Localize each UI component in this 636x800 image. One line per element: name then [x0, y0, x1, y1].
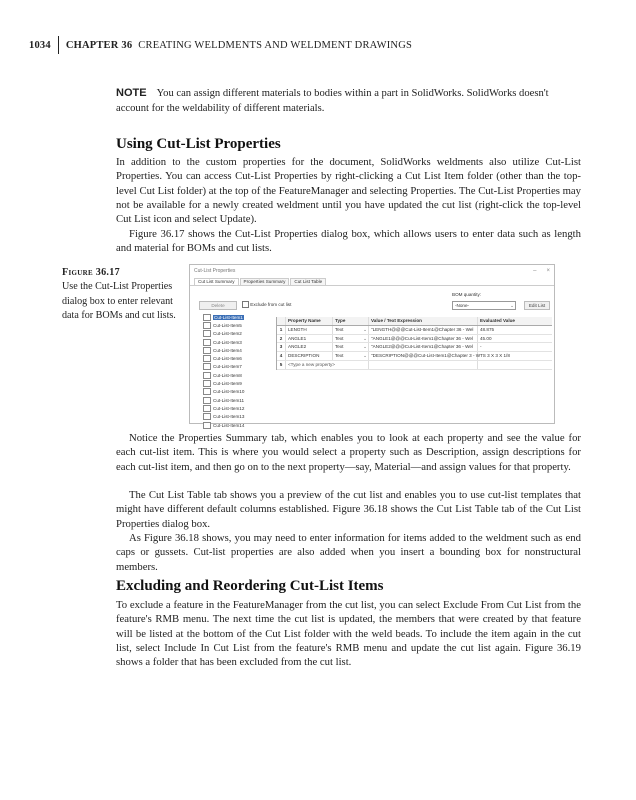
- exclude-checkbox[interactable]: [242, 301, 249, 308]
- chevron-down-icon: ⌄: [363, 353, 367, 359]
- evaluated-value-cell: TS 3 X 3 X 1/8: [480, 353, 510, 359]
- type-cell[interactable]: [333, 326, 369, 334]
- tree-item[interactable]: Cut-List-Item14: [199, 421, 275, 429]
- value-expression-cell[interactable]: [369, 361, 478, 369]
- folder-icon: [203, 413, 211, 420]
- tree-item[interactable]: Cut-List-Item5: [199, 321, 275, 329]
- grid-header: [277, 317, 552, 326]
- close-icon[interactable]: ×: [546, 268, 550, 274]
- type-cell[interactable]: [333, 335, 369, 343]
- tree-item[interactable]: Cut-List-Item13: [199, 413, 275, 421]
- figure-label: Figure 36.17: [62, 267, 120, 278]
- tree-item[interactable]: Cut-List-Item8: [199, 371, 275, 379]
- dialog-tabs: [190, 277, 554, 286]
- chapter-title: CREATING WELDMENTS AND WELDMENT DRAWINGS: [138, 39, 413, 51]
- folder-icon: [203, 322, 211, 329]
- folder-icon: [203, 397, 211, 404]
- tree-item[interactable]: Cut-List-Item3: [199, 338, 275, 346]
- property-name-cell[interactable]: DESCRIPTION: [286, 352, 333, 360]
- chevron-down-icon: ⌄: [363, 326, 367, 332]
- section-heading-excluding-reordering: Excluding and Reordering Cut-List Items: [116, 578, 384, 594]
- note-box: [116, 86, 581, 116]
- folder-icon: [203, 339, 211, 346]
- tab-cut-list-table[interactable]: Cut List Table: [290, 278, 326, 285]
- property-name-cell[interactable]: LENGTH: [286, 326, 333, 334]
- tab-cut-list-summary[interactable]: Cut List Summary: [194, 278, 239, 285]
- folder-icon: [203, 422, 211, 429]
- folder-icon: [203, 372, 211, 379]
- row-number: 1: [277, 326, 286, 334]
- delete-button[interactable]: Delete: [199, 301, 237, 310]
- folder-icon: [203, 330, 211, 337]
- column-header: Property Name: [286, 317, 333, 325]
- tree-item[interactable]: Cut-List-Item10: [199, 388, 275, 396]
- table-row-new-property[interactable]: [277, 361, 552, 370]
- paragraph-5: As Figure 36.18 shows, you may need to enter information for items added to the weldment such as end caps or gussets. Cut-list properties are also added when you insert a bounding box for nonstructural members.: [116, 532, 581, 573]
- chevron-down-icon: ⌄: [510, 303, 514, 308]
- folder-icon: [203, 405, 211, 412]
- tree-item[interactable]: Cut-List-Item4: [199, 346, 275, 354]
- figure-caption-text: Use the Cut-List Properties dialog box to enter relevant data for BOMs and cut lists.: [62, 281, 176, 321]
- cut-list-tree: [199, 313, 275, 429]
- dialog-titlebar: [190, 265, 554, 277]
- column-header: Type: [333, 317, 369, 325]
- table-row[interactable]: [277, 326, 552, 335]
- evaluated-value-cell: [478, 361, 540, 369]
- folder-icon: [203, 355, 211, 362]
- table-row[interactable]: [277, 343, 552, 352]
- value-expression-cell[interactable]: "DESCRIPTION@@@Cut-List-Item1@Chapter 3 - W: [371, 353, 481, 359]
- table-row[interactable]: [277, 352, 552, 361]
- new-property-input[interactable]: <Type a new property>: [286, 361, 369, 369]
- page-number: 1034: [29, 39, 51, 51]
- tree-item[interactable]: Cut-List-Item11: [199, 396, 275, 404]
- properties-grid: [276, 317, 552, 370]
- dialog-title: Cut-List Properties: [194, 268, 236, 274]
- tree-item[interactable]: Cut-List-Item2: [199, 330, 275, 338]
- type-cell[interactable]: [333, 343, 369, 351]
- chevron-down-icon: ⌄: [363, 335, 367, 341]
- running-head: [29, 36, 412, 54]
- header-divider: [58, 36, 59, 54]
- folder-icon: [203, 314, 211, 321]
- bom-quantity-value: -None-: [455, 303, 470, 308]
- row-number: 3: [277, 343, 286, 351]
- exclude-from-cut-list[interactable]: [242, 301, 291, 308]
- chapter-label: CHAPTER 36: [65, 39, 133, 51]
- column-header: Value / Text Expression: [369, 317, 478, 325]
- type-value: Text: [335, 344, 344, 350]
- value-expression-cell[interactable]: "LENGTH@@@Cut-List-Item1@Chapter 36 - Wel: [369, 326, 478, 334]
- folder-icon: [203, 347, 211, 354]
- tab-properties-summary[interactable]: Properties Summary: [240, 278, 290, 285]
- note-label: NOTE: [116, 87, 147, 99]
- folder-icon: [203, 363, 211, 370]
- section-heading-cut-list-properties: Using Cut-List Properties: [116, 136, 281, 152]
- property-name-cell[interactable]: ANGLE1: [286, 335, 333, 343]
- paragraph-1: In addition to the custom properties for the document, SolidWorks weldments also utilize Cut-List Properties. You can access Cut-List Properties by right-clicking a Cut List Item folder (other than the top-level Cut List folder) at the top of the FeatureManager and selecting Properties. The Cut-List Properties may not be available for a newly created weldment until you have updated the cut list (right-click the top-level Cut List icon and select Update).: [116, 156, 581, 226]
- value-expression-cell[interactable]: "ANGLE1@@@Cut-List-Item1@Chapter 36 - Wel: [369, 335, 478, 343]
- type-cell[interactable]: [333, 352, 369, 360]
- folder-icon: [203, 380, 211, 387]
- edit-list-button[interactable]: Edit List: [524, 301, 550, 310]
- row-number: 4: [277, 352, 286, 360]
- row-number: 5: [277, 361, 286, 369]
- evaluated-value-cell: 48.875: [480, 326, 495, 332]
- tree-item[interactable]: Cut-List-Item9: [199, 379, 275, 387]
- property-name-cell[interactable]: ANGLE2: [286, 343, 333, 351]
- note-text: You can assign different materials to bodies within a part in SolidWorks. SolidWorks doesn't account for the weldability of different materials.: [116, 88, 549, 114]
- chevron-down-icon: ⌄: [363, 344, 367, 350]
- column-header: Evaluated Value: [480, 318, 515, 323]
- paragraph-6: To exclude a feature in the FeatureManager from the cut list, you can select Exclude From Cut List from the feature's RMB menu. The next time the cut list is updated, the members that were created by that feature will be listed at the bottom of the Cut List folder with the weld beads. To include the item again in the cut list, select Include In Cut List from the feature's RMB menu and update the cut list again. Figure 36.19 shows a folder that has been excluded from the cut list.: [116, 599, 581, 669]
- minimize-icon[interactable]: –: [533, 268, 537, 274]
- tree-item[interactable]: Cut-List-Item7: [199, 363, 275, 371]
- column-header: [277, 317, 286, 325]
- table-row[interactable]: [277, 335, 552, 344]
- evaluated-value-cell: 45.00: [480, 335, 492, 341]
- cut-list-properties-dialog: [189, 264, 555, 428]
- bom-quantity-select[interactable]: [452, 301, 516, 310]
- value-expression-cell[interactable]: "ANGLE2@@@Cut-List-Item1@Chapter 36 - Wel: [369, 343, 478, 351]
- row-number: 2: [277, 335, 286, 343]
- evaluated-value-cell: -: [480, 344, 482, 350]
- paragraph-4: The Cut List Table tab shows you a preview of the cut list and enables you to use cut-list templates that might have different default columns established. Figure 36.18 shows the Cut List Table tab of the Cut List Properties dialog box.: [116, 489, 581, 530]
- bom-quantity-label: BOM quantity:: [452, 292, 482, 297]
- type-value: Text: [335, 335, 344, 341]
- tree-item[interactable]: Cut-List-Item12: [199, 404, 275, 412]
- tree-item[interactable]: Cut-List-Item1: [199, 313, 275, 321]
- exclude-label: Exclude from cut list: [250, 302, 292, 307]
- tree-item[interactable]: Cut-List-Item6: [199, 354, 275, 362]
- folder-icon: [203, 388, 211, 395]
- type-value: Text: [335, 353, 344, 359]
- paragraph-3: Notice the Properties Summary tab, which enables you to look at each property and see the value for each cut-list item. This is where you would select a property such as Description, assign descriptions for each cut-list item, and then go on to the next property—say, Material—and assign values for that property.: [116, 432, 581, 473]
- figure-caption: [62, 266, 180, 323]
- paragraph-2: Figure 36.17 shows the Cut-List Properties dialog box, which allows users to enter data such as length and material for BOMs and cut lists.: [116, 228, 581, 255]
- type-value: Text: [335, 326, 344, 332]
